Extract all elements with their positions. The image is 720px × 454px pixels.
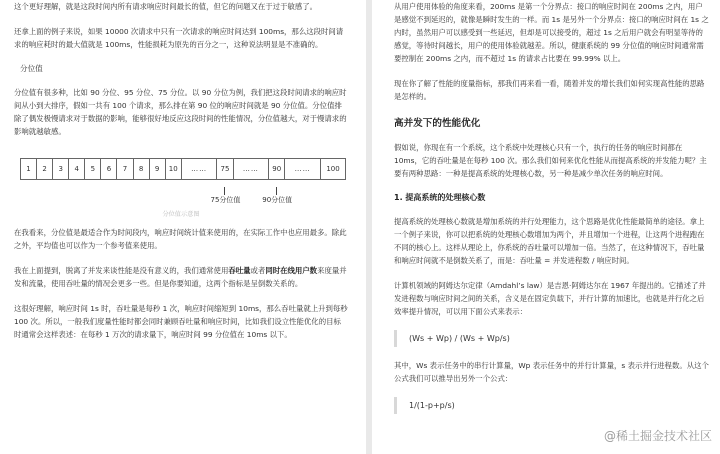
percentile-cell: 4 <box>69 159 85 179</box>
watermark: @稀土掘金技术社区 <box>603 429 712 443</box>
percentile-cell: 75 <box>217 159 233 179</box>
percentile-cell: 8 <box>134 159 150 179</box>
page-divider <box>366 0 372 454</box>
percentile-cell: 10 <box>166 159 182 179</box>
figure-caption: 分位值示意图 <box>162 211 200 218</box>
paragraph-scenario: 假如说，你现在有一个系统，这个系统中处理核心只有一个，执行的任务的响应时间都在 10ms，它的吞吐量是在每秒 100 次。那么我们如何来优化性能从而提高系统的并发能力呢？主要有两种思路：一种是提高系统的处理核心数，另一种是减少单次任务的响应时间。 <box>394 143 707 178</box>
formula-speedup: (Ws + Wp) / (Ws + Wp/s) <box>394 330 710 347</box>
paragraph-throughput: 我在上面提到，脱离了并发来谈性能是没有意义的，我们通常使用吞吐量或者同时在线用户数来度量并发和流量，使用吞吐量的情况会更多一些。但是你要知道，这两个指标是呈倒数关系的。 <box>14 266 347 288</box>
percentile-cell: 90 <box>269 159 285 179</box>
percentile-cell: 2 <box>37 159 53 179</box>
percentile-figure <box>14 150 348 218</box>
section-heading: 高并发下的性能优化 <box>394 118 481 129</box>
paragraph-formula-explain: 其中，Ws 表示任务中的串行计算量，Wp 表示任务中的并行计算量，s 表示并行进程数。从这个公式我们可以推导出另外一个公式： <box>394 361 709 383</box>
paragraph-max-value: 这个更好理解，就是这段时间内所有请求响应时间最长的值，但它的问题又在于过于敏感了。 <box>14 2 318 11</box>
left-page <box>0 0 358 454</box>
formula-derived: 1/(1-p+p/s) <box>394 397 710 414</box>
paragraph-percentile-intro: 分位值有很多种，比如 90 分位、95 分位、75 分位。以 90 分位为例，我们把这段时间请求的响应时间从小到大排序，假如一共有 100 个请求，那么排在第 90 位的响应时间就是 90 分位值。分位值排除了偶发极慢请求对于数据的影响，能够很好地反应这段时间的性能情况，分位值越大，对于慢请求的影响就越敏感。 <box>14 88 347 136</box>
paragraph-amdahl: 计算机领域的阿姆达尔定律（Amdahl’s law）是吉恩·阿姆达尔在 1967 年提出的。它描述了并发进程数与响应时间之间的关系，含义是在固定负载下，并行计算的加速比，也就是并行化之后效率提升情况，可以用下面公式来表示： <box>394 281 706 316</box>
subsection-heading: 1. 提高系统的处理核心数 <box>394 193 486 202</box>
subheading-percentile: 分位值 <box>20 64 43 73</box>
paragraph-latency-thresholds: 从用户使用体验的角度来看，200ms 是第一个分界点：接口的响应时间在 200ms 之内，用户是感觉不到延迟的，就像是瞬时发生的一样。而 1s 是另外一个分界点：接口的响应时间在 1s 之内时，虽然用户可以感受到一些延迟，但却是可以接受的，超过 1s 之后用户就会有明显等待的感觉，等待时间越长，用户的使用体验就越差。所以，健康系统的 99 分位值的响应时间通常需要控制在 200ms 之内，而不超过 1s 的请求占比要在 99.99% 以上。 <box>394 2 709 63</box>
paragraph-transition: 现在你了解了性能的度量指标，那我们再来看一看，随着并发的增长我们如何实现高性能的思路是怎样的。 <box>394 79 705 101</box>
paragraph-percentile-usage: 在我看来，分位值是最适合作为时间段内，响应时间统计值来使用的，在实际工作中也应用最多。除此之外，平均值也可以作为一个参考值来使用。 <box>14 228 347 250</box>
percentile-cell: …… <box>234 159 270 179</box>
percentile-cell: 6 <box>101 159 117 179</box>
percentile-cell: …… <box>182 159 218 179</box>
mark-90-percentile: 90分位值 <box>262 187 292 205</box>
percentile-strip <box>20 158 346 180</box>
percentile-cell: 9 <box>150 159 166 179</box>
paragraph-throughput-example: 这很好理解，响应时间 1s 时，吞吐量是每秒 1 次，响应时间缩短到 10ms，那么吞吐量就上升到每秒 100 次。所以，一般我们度量性能时都会同时兼顾吞吐量和响应时间，比如我们设立性能优化的目标时通常会这样表述：在每秒 1 万次的请求量下，响应时间 99 分位值在 10ms 以下。 <box>14 304 348 339</box>
paragraph-cores: 提高系统的处理核心数就是增加系统的并行处理能力，这个思路是优化性能最简单的途径。拿上一个例子来说，你可以把系统的处理核心数增加为两个，并且增加一个进程，让这两个进程跑在不同的核心上。这样从理论上，你系统的吞吐量可以增加一倍。当然了，在这种情况下，吞吐量和响应时间就不是倒数关系了，而是：吞吐量 = 并发进程数 / 响应时间。 <box>394 217 705 265</box>
mark-75-percentile: 75分位值 <box>210 187 240 205</box>
right-page <box>380 0 720 454</box>
percentile-cell: 7 <box>117 159 133 179</box>
percentile-cell: …… <box>285 159 321 179</box>
percentile-cell: 3 <box>53 159 69 179</box>
paragraph-max-example: 还拿上面的例子来说，如果 10000 次请求中只有一次请求的响应时间达到 100ms，那么这段时间请求的响应耗时的最大值就是 100ms，性能损耗为原先的百分之一，这种说法明显是不准确的。 <box>14 27 344 49</box>
percentile-cell: 100 <box>326 165 340 173</box>
percentile-cell: 1 <box>21 159 37 179</box>
percentile-cell: 5 <box>85 159 101 179</box>
